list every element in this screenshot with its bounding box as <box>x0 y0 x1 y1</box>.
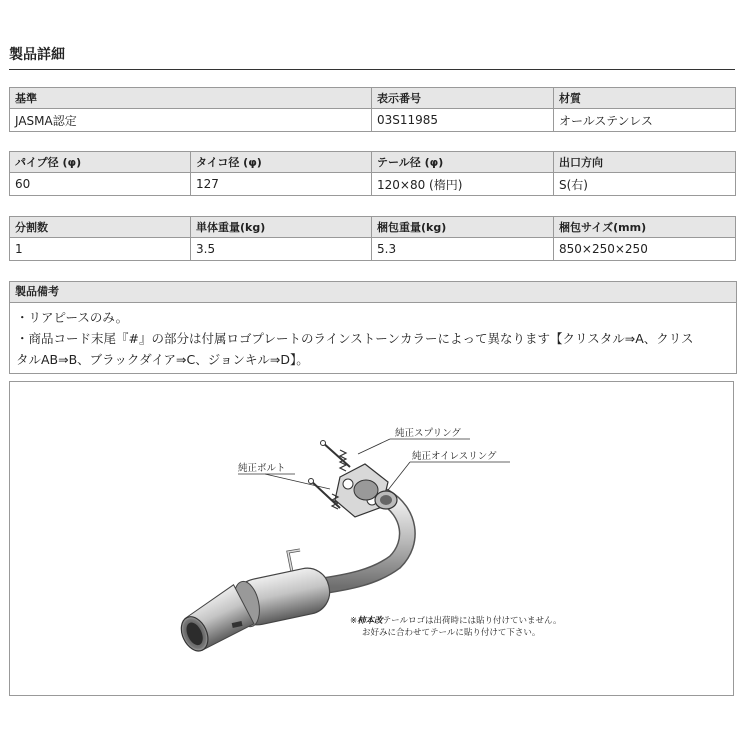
value-standard: JASMA認定 <box>10 109 372 132</box>
logo-note-line1: ※柿本改テールロゴは出荷時には貼り付けていません。 <box>350 616 562 626</box>
value-silencer-diameter: 127 <box>191 173 372 196</box>
product-diagram <box>9 381 734 696</box>
notes-header: 製品備考 <box>10 282 736 303</box>
spec-value-row <box>10 173 736 196</box>
header-material: 材質 <box>554 88 736 109</box>
header-tail-diameter: テール径 (φ) <box>372 152 554 173</box>
label-bolt: 純正ボルト <box>238 463 286 474</box>
value-display-number: 03S11985 <box>372 109 554 132</box>
header-pipe-diameter: パイプ径 (φ) <box>10 152 191 173</box>
spec-header-row <box>10 152 736 173</box>
flange-assembly <box>309 441 398 518</box>
value-pipe-diameter: 60 <box>10 173 191 196</box>
logo-note-line2: お好みに合わせてテールに貼り付けて下さい。 <box>362 628 541 638</box>
spec-value-row <box>10 109 736 132</box>
notes-line: ・リアピースのみ。 <box>16 310 129 325</box>
spec-table-dimensions <box>9 151 736 196</box>
notes-body <box>10 303 736 373</box>
bolt-left <box>310 480 340 508</box>
spec-table-weight <box>9 216 736 261</box>
spec-table-standard <box>9 87 736 132</box>
spec-value-row <box>10 238 736 261</box>
header-display-number: 表示番号 <box>372 88 554 109</box>
header-package-weight: 梱包重量(kg) <box>372 217 554 238</box>
bolt-top <box>322 442 350 467</box>
label-spring: 純正スプリング <box>395 428 461 439</box>
header-package-size: 梱包サイズ(mm) <box>554 217 736 238</box>
label-oiles-ring: 純正オイレスリング <box>412 451 497 462</box>
spec-header-row <box>10 217 736 238</box>
header-pieces: 分割数 <box>10 217 191 238</box>
product-notes <box>9 281 737 374</box>
value-exit-direction: S(右) <box>554 173 736 196</box>
value-package-weight: 5.3 <box>372 238 554 261</box>
value-package-size: 850×250×250 <box>554 238 736 261</box>
title-underline <box>9 69 735 70</box>
spec-header-row <box>10 88 736 109</box>
muffler-illustration <box>10 382 733 695</box>
header-silencer-diameter: タイコ径 (φ) <box>191 152 372 173</box>
header-unit-weight: 単体重量(kg) <box>191 217 372 238</box>
notes-line: ・商品コード末尾『#』の部分は付属ロゴプレートのラインストーンカラーによって異なります【クリスタル⇒A、クリス <box>16 331 694 346</box>
header-exit-direction: 出口方向 <box>554 152 736 173</box>
value-material: オールステンレス <box>554 109 736 132</box>
value-unit-weight: 3.5 <box>191 238 372 261</box>
section-title: 製品詳細 <box>9 47 65 63</box>
value-pieces: 1 <box>10 238 191 261</box>
value-tail-diameter: 120×80 (楕円) <box>372 173 554 196</box>
notes-line: タルAB⇒B、ブラックダイア⇒C、ジョンキル⇒D】。 <box>16 352 309 367</box>
header-standard: 基準 <box>10 88 372 109</box>
